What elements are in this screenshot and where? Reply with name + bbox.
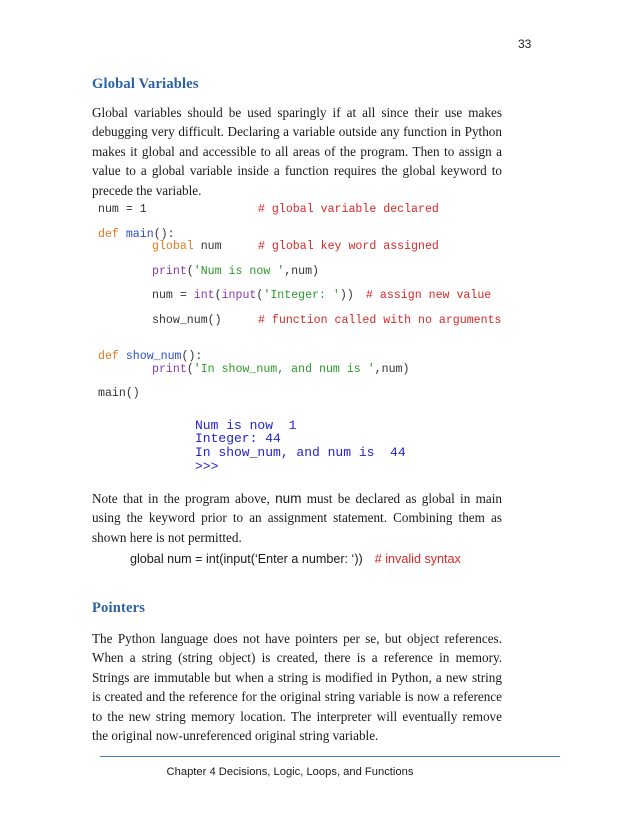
footer-rule (100, 756, 560, 757)
code-line (98, 350, 202, 363)
output-line: Integer: 44 (195, 431, 281, 446)
keyword: def (98, 228, 119, 241)
footer-chapter-title: Chapter 4 Decisions, Logic, Loops, and Functions (166, 766, 414, 778)
string-literal: 'Num is now ' (193, 265, 285, 278)
invalid-code: global num = int(input(‘Enter a number: ‘)) (130, 552, 363, 566)
note-text: must be declared as global in main using the keyword prior to an assignment statement. Combining them as shown here is not permitted. (92, 491, 503, 545)
code-line (152, 240, 222, 253)
note-text: Note that in the program above, (92, 491, 270, 506)
page-number: 33 (518, 37, 532, 51)
invalid-syntax-example (130, 552, 461, 566)
output-line: In show_num, and num is 44 (195, 445, 406, 460)
code-text: ,num) (284, 265, 320, 278)
output-line: Num is now 1 (195, 418, 297, 433)
string-literal: 'In show_num, and num is ' (193, 363, 375, 376)
function-name: main (125, 228, 154, 241)
code-text: ( (186, 265, 194, 278)
global-variables-paragraph: Global variables should be used sparingly if at all since their use makes debugging very difficult. Declaring a variable outside any function in Python makes it global and accessible to all areas of the program. Then to assign a value to a global variable inside a function requires the global keyword to precede the variable. (92, 105, 502, 198)
code-line (152, 289, 354, 302)
builtin: print (152, 363, 187, 376)
builtin: input (221, 289, 257, 302)
code-text: (): (153, 228, 175, 241)
code-comment: # function called with no arguments (258, 314, 502, 327)
code-text: ( (214, 289, 222, 302)
code-text: ,num) (374, 363, 410, 376)
code-text: num = 1 (98, 203, 147, 216)
code-text: )) (339, 289, 354, 302)
code-line (152, 265, 319, 278)
code-line (152, 363, 409, 376)
inline-code: num (275, 491, 302, 506)
code-line: show_num() (152, 314, 222, 327)
function-name: show_num (125, 350, 182, 363)
code-line (98, 203, 147, 216)
code-line: main() (98, 387, 140, 400)
section-heading-global-variables: Global Variables (92, 76, 199, 92)
code-text: num (193, 240, 222, 253)
string-literal: 'Integer: ' (263, 289, 340, 302)
code-text: ( (186, 363, 194, 376)
section-heading-pointers: Pointers (92, 600, 146, 616)
keyword: global (152, 240, 194, 253)
builtin: print (152, 265, 187, 278)
code-text: ( (256, 289, 264, 302)
invalid-comment: # invalid syntax (374, 552, 461, 566)
output-line: >>> (195, 459, 219, 474)
code-text: num = (152, 289, 194, 302)
code-comment: # global key word assigned (258, 240, 439, 253)
builtin: int (193, 289, 215, 302)
code-text: (): (181, 350, 203, 363)
keyword: def (98, 350, 119, 363)
code-comment: # global variable declared (258, 203, 439, 216)
note-paragraph (92, 489, 502, 547)
pointers-paragraph: The Python language does not have pointers per se, but object references. When a string (string object) is created, there is a reference in memory. Strings are immutable but when a string is modified in Python, a new string is created and the reference for the original string variable is now a reference to the new string memory location. The interpreter will eventually remove the original now-unreferenced original string variable. (92, 631, 502, 744)
code-comment: # assign new value (366, 289, 492, 302)
